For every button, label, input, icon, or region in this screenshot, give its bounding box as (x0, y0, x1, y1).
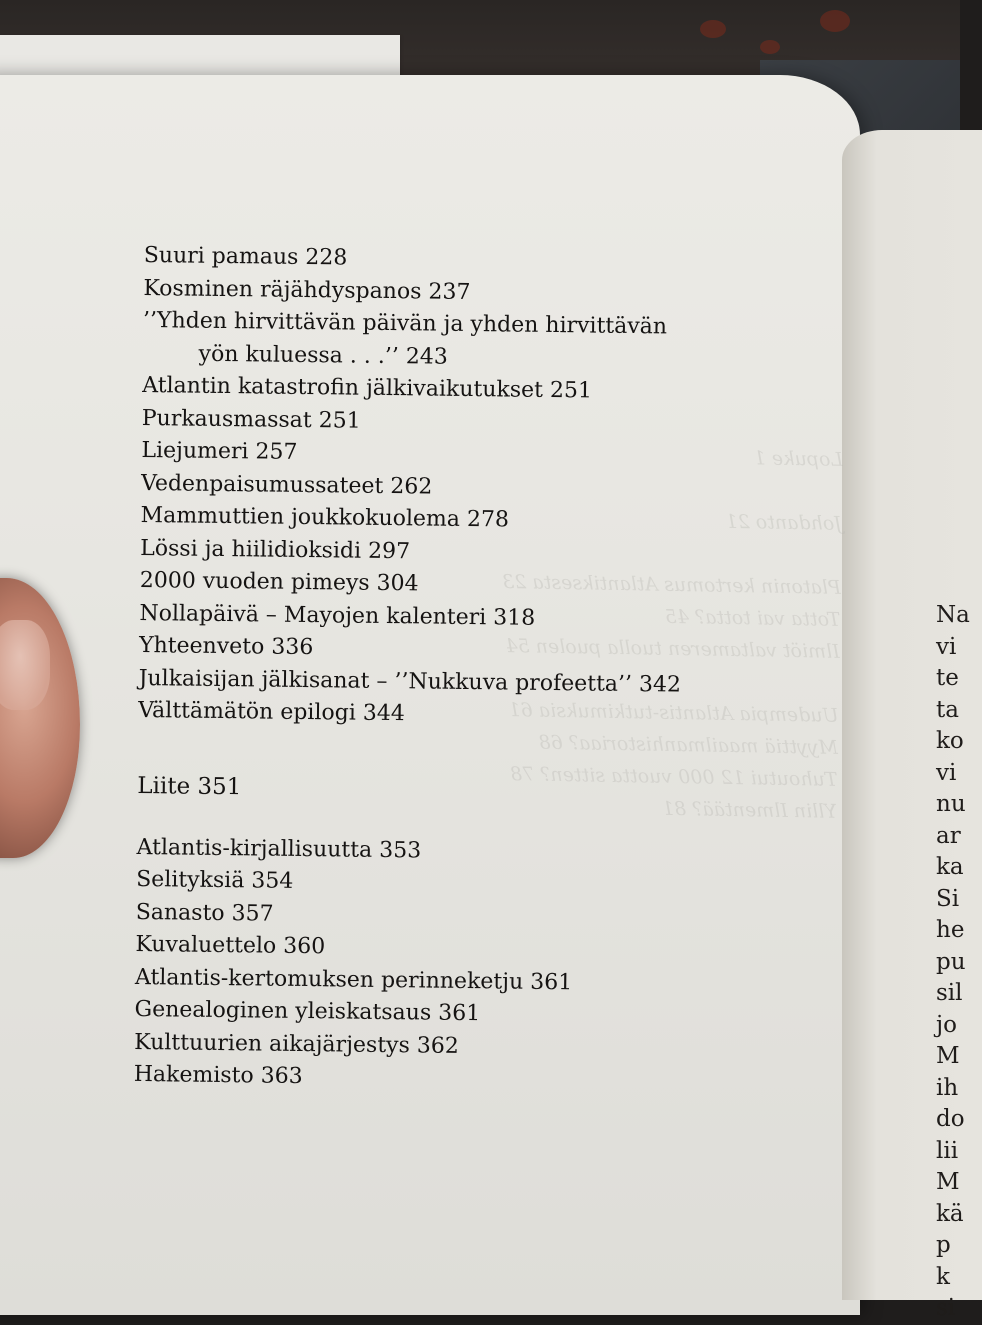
right-page-line: ar (936, 822, 961, 849)
right-page-line: sil (936, 980, 963, 1006)
right-page-line: si (936, 1295, 956, 1321)
right-page-line: pu (936, 948, 966, 975)
right-page-line: M (936, 1169, 960, 1195)
toc-entry: Kulttuurien aikajärjestys 362 (134, 1029, 459, 1059)
toc-entry: Sanasto 357 (135, 899, 274, 927)
toc-entry: Purkausmassat 251 (141, 405, 361, 434)
right-page-line: nu (936, 791, 966, 817)
background-pattern (700, 20, 726, 38)
right-page-line: lii (936, 1137, 959, 1164)
toc-entry: Hakemisto 363 (133, 1061, 303, 1090)
right-page-line: jo (936, 1011, 957, 1038)
right-page-line: ka (936, 854, 964, 880)
toc-entry: Kuvaluettelo 360 (135, 931, 326, 960)
right-page-line: Na (936, 602, 970, 628)
right-page-text (936, 600, 970, 1325)
right-page-line: k (936, 1263, 950, 1290)
right-page-line: ta (936, 696, 959, 723)
toc-entry: Genealoginen yleiskatsaus 361 (134, 996, 481, 1027)
right-page-line: vi (936, 633, 957, 660)
background-pattern (760, 40, 780, 54)
toc-entry: Välttämätön epilogi 344 (138, 697, 405, 727)
toc-entry: Atlantis-kertomuksen perinneketju 361 (134, 964, 573, 995)
right-page-line: ih (936, 1074, 959, 1101)
fingernail (0, 620, 50, 710)
right-page-line: p (936, 1232, 951, 1258)
right-page-line: kä (936, 1200, 964, 1227)
table-of-contents (134, 240, 784, 1099)
toc-entry: Kosminen räjähdyspanos 237 (143, 275, 471, 305)
right-page-line: Si (936, 885, 960, 912)
toc-entry: Atlantis-kirjallisuutta 353 (136, 834, 422, 863)
section-heading: Liite 351 (137, 772, 242, 800)
right-page-line: he (936, 917, 965, 943)
toc-entry: Selityksiä 354 (136, 866, 294, 894)
toc-entry: Yhteenveto 336 (138, 632, 314, 661)
toc-entry: 2000 vuoden pimeys 304 (139, 567, 419, 597)
right-page-line: do (936, 1106, 965, 1132)
right-page-line: ko (936, 728, 964, 754)
toc-entry: Atlantin katastrofin jälkivaikutukset 251 (142, 372, 593, 404)
toc-entry: Lössi ja hiilidioksidi 297 (140, 535, 411, 564)
toc-entry: Vedenpaisumussateet 262 (140, 470, 433, 500)
right-page-line: vi (936, 759, 957, 786)
toc-entry: Julkaisijan jälkisanat – ’’Nukkuva profeetta’’ 342 (138, 665, 682, 698)
toc-entry: Mammuttien joukkokuolema 278 (140, 502, 510, 533)
toc-entry-continuation: yön kuluessa . . .’’ 243 (198, 341, 448, 370)
toc-entry: Liejumeri 257 (141, 437, 298, 465)
right-page-line: M (936, 1043, 960, 1069)
toc-entry: Suuri pamaus 228 (143, 242, 348, 271)
toc-entry: Nollapäivä – Mayojen kalenteri 318 (139, 600, 536, 631)
toc-entry: ’’Yhden hirvittävän päivän ja yhden hirvittävän (142, 307, 668, 340)
show-through-text: Lopuke 1 Johdanto 21 Platonin kertomus Atlantiksesta 23 Totta vai totta? 45 Ilmiöt valtameren tuolla puolen 54 Uudempia Atlantis-tutkimuksia 61 Myyttiä maailmanhistoriaa? 68 Tuhoutui 12 000 vuotta sitten? 78 Yllin Ilmentää? 81 (502, 447, 844, 823)
right-page-line: te (936, 665, 959, 691)
background-pattern (820, 10, 850, 32)
